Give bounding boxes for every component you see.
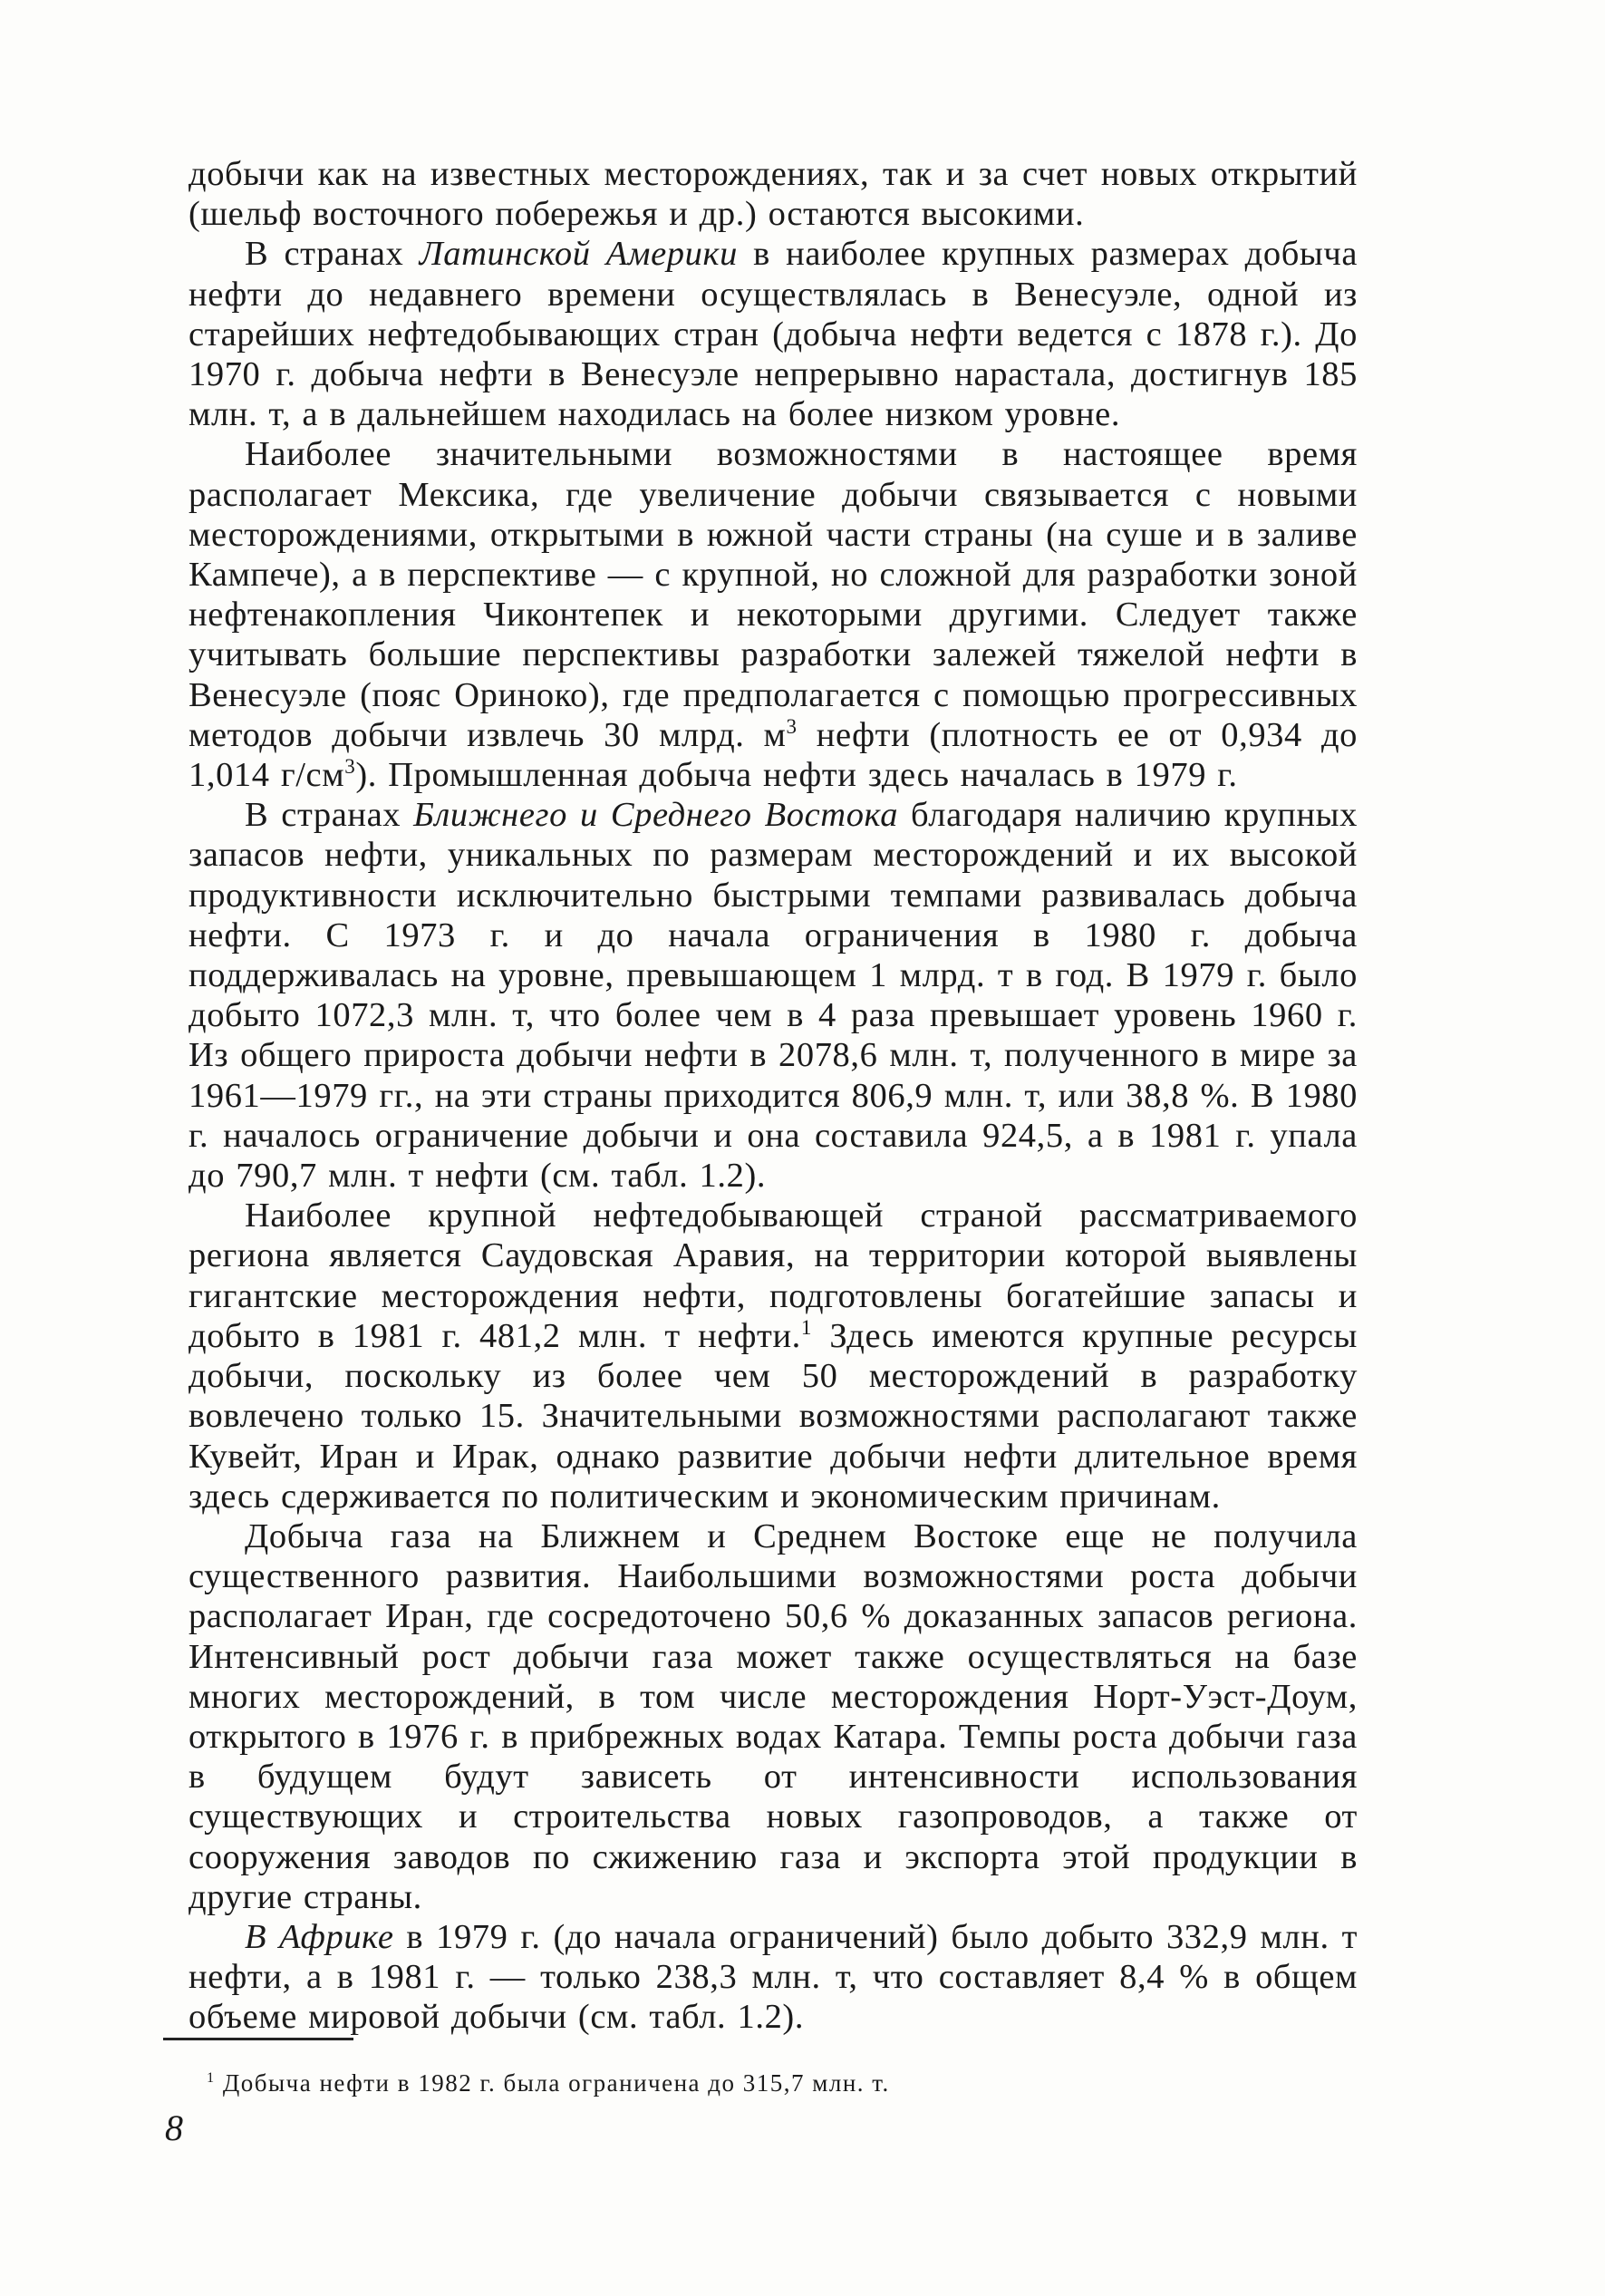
text-run: Добыча газа на Ближнем и Среднем Востоке еще не получила существенного развития. Наибольшими возможностями роста добычи располагает Иран, где сосредоточено 50,6 % доказанных запасов региона. Интенсивный рост добычи газа может также осуществляться на базе многих месторождений, в том числе месторождения Норт-Уэст-Доум, открытого в 1976 г. в прибрежных водах Катара. Темпы роста добычи газа в будущем будут зависеть от интенсивности использования существующих и строительства новых газопроводов, а также от сооружения заводов по сжижению газа и экспорта этой продукции в другие страны. (189, 1516, 1358, 1916)
main-text (189, 154, 1358, 2038)
paragraph (189, 434, 1358, 795)
superscript: 1 (800, 1315, 813, 1340)
text-run: Здесь имеются крупные ресурсы добычи, поскольку из более чем 50 месторождений в разработку вовлечено только 15. Значительными возможностями располагают также Кувейт, Иран и Ирак, однако развитие добычи нефти длительное время здесь сдерживается по политическим и экономическим причинам. (189, 1316, 1358, 1516)
italic-text: Ближнего и Среднего Востока (413, 796, 899, 835)
paragraph (189, 1917, 1358, 2038)
text-run: нефти (плотность ее от 0,934 до 1,014 г/см (189, 715, 1358, 795)
text-run: в наиболее крупных размерах добыча нефти до недавнего времени осуществлялась в Венесуэле, одной из старейших нефтедобывающих стран (добыча нефти ведется с 1878 г.). До 1970 г. добыча нефти в Венесуэле непрерывно нарастала, достигнув 185 млн. т, а в дальнейшем находилась на более низком уровне. (189, 235, 1358, 434)
text-run: в 1979 г. (до начала ограничений) было добыто 332,9 млн. т нефти, а в 1981 г. — только 238,3 млн. т, что составляет 8,4 % в общем объеме мировой добычи (см. табл. 1.2). (189, 1917, 1358, 2037)
footnote-marker: 1 (207, 2069, 216, 2086)
text-run: Наиболее значительными возможностями в настоящее время располагает Мексика, где увеличение добычи связывается с новыми месторождениями, открытыми в южной части страны (на суше и в заливе Кампече), а в перспективе — с крупной, но сложной для разработки зоной нефтенакопления Чиконтепек и некоторыми другими. Следует также учитывать большие перспективы разработки залежей тяжелой нефти в Венесуэле (пояс Ориноко), где предполагается с помощью прогрессивных методов добычи извлечь 30 млрд. м (189, 435, 1358, 754)
paragraph (189, 795, 1358, 1196)
superscript: 3 (786, 714, 798, 739)
footnote-text: Добыча нефти в 1982 г. была ограничена до 315,7 млн. т. (215, 2069, 890, 2097)
paragraph (189, 234, 1358, 434)
paragraph (189, 1196, 1358, 1516)
paragraph (189, 1516, 1358, 1917)
text-run: В странах (245, 796, 414, 835)
italic-text: В Африке (245, 1917, 394, 1956)
text-run: благодаря наличию крупных запасов нефти, уникальных по размерам месторождений и их высокой продуктивности исключительно быстрыми темпами развивалась добыча нефти. С 1973 г. и до начала ограничения в 1980 г. добыча поддерживалась на уровне, превышающем 1 млрд. т в год. В 1979 г. было добыто 1072,3 млн. т, что более чем в 4 раза превышает уровень 1960 г. Из общего прироста добычи нефти в 2078,6 млн. т, полученного в мире за 1961—1979 гг., на эти страны приходится 806,9 млн. т, или 38,8 %. В 1980 г. началось ограничение добычи и она составила 924,5, а в 1981 г. упала до 790,7 млн. т нефти (см. табл. 1.2). (189, 796, 1358, 1196)
footnote-divider (163, 2038, 353, 2040)
paragraph (189, 154, 1358, 234)
page-number: 8 (165, 2107, 183, 2148)
superscript: 3 (344, 754, 356, 779)
text-run: Наиболее крупной нефтедобывающей страной рассматриваемого региона является Саудовская Аравия, на территории которой выявлены гигантские месторождения нефти, подготовлены богатейшие запасы и добыто в 1981 г. 481,2 млн. т нефти. (189, 1196, 1358, 1355)
text-run: добычи как на известных месторождениях, так и за счет новых открытий (шельф восточного побережья и др.) остаются высокими. (189, 155, 1358, 234)
text-run: В странах (245, 235, 420, 274)
italic-text: Латинской Америки (419, 235, 738, 274)
text-run: ). Промышленная добыча нефти здесь началась в 1979 г. (355, 756, 1238, 795)
footnote (207, 2068, 1113, 2097)
